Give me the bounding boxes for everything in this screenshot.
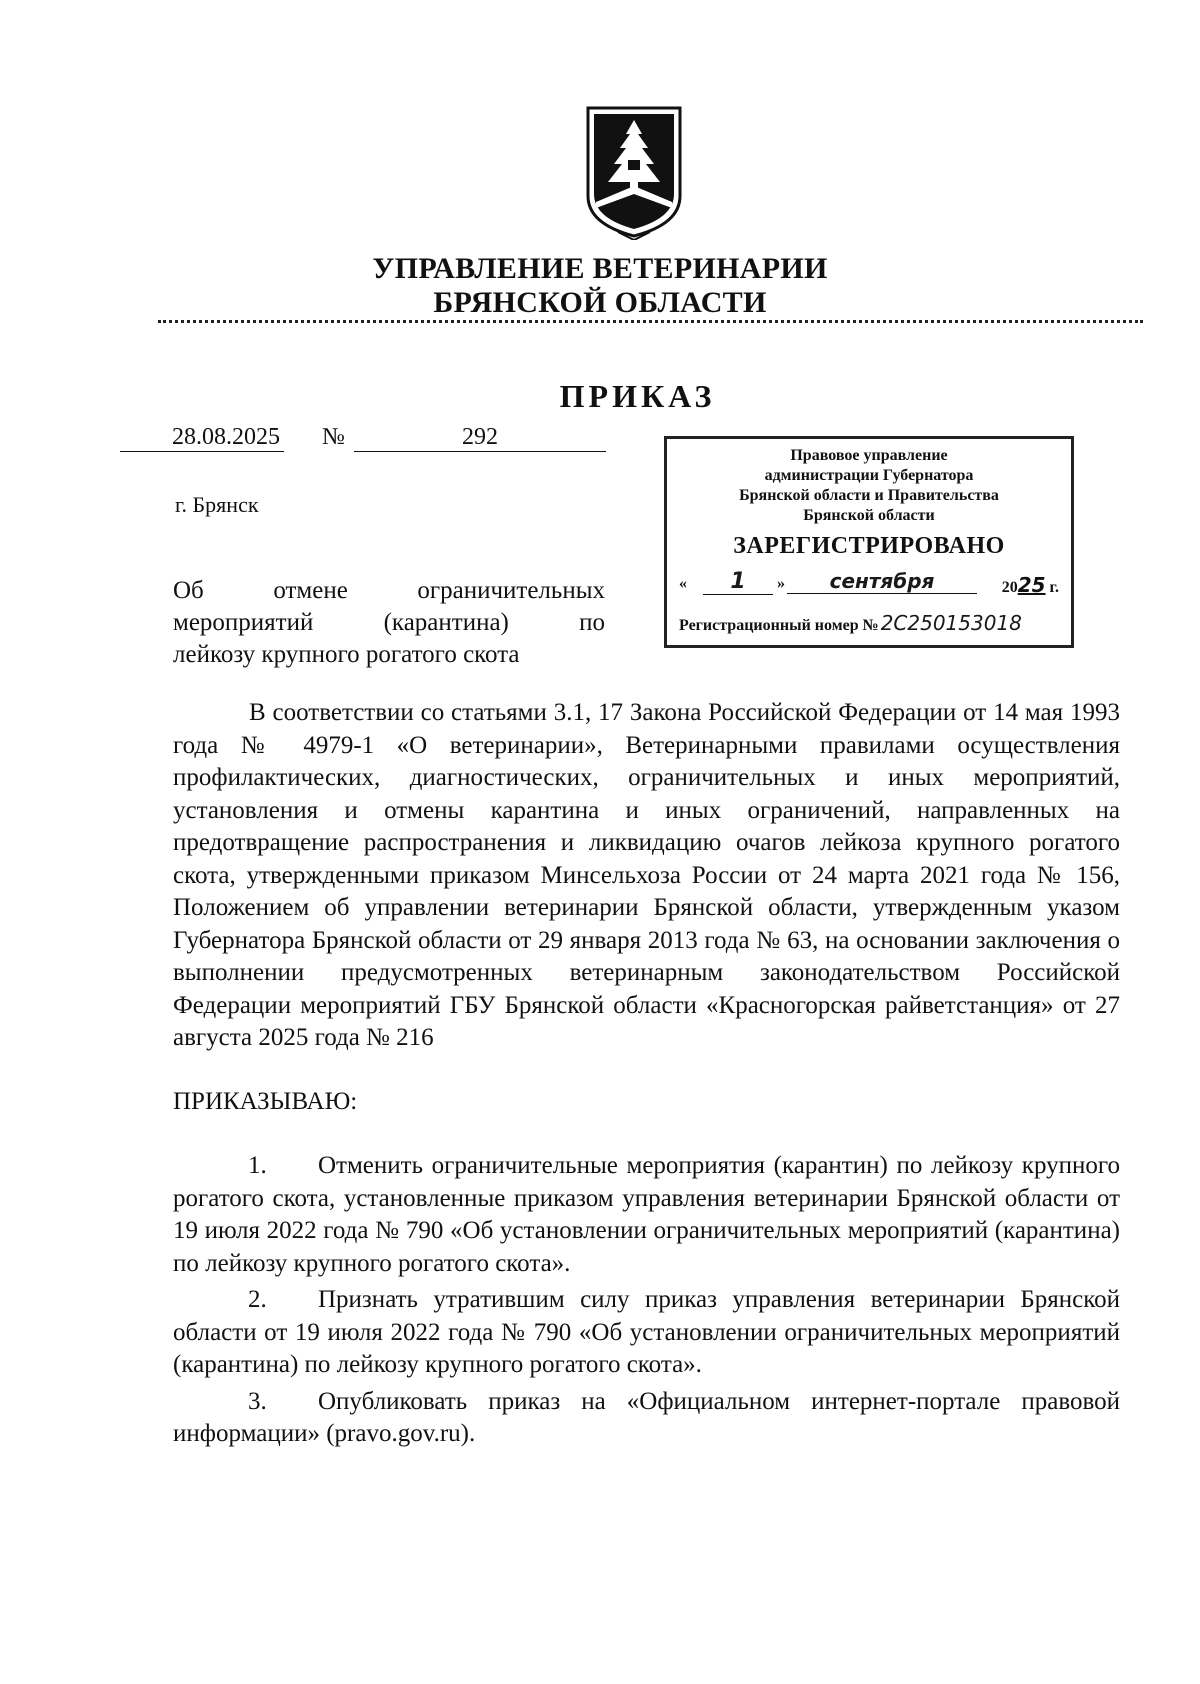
- document-title: ПРИКАЗ: [559, 378, 716, 414]
- stamp-close-quote: »: [777, 575, 785, 592]
- stamp-registered-label: ЗАРЕГИСТРИРОВАНО: [733, 533, 1005, 559]
- header-divider: [158, 320, 1143, 323]
- order-item: [173, 1386, 1120, 1451]
- order-word: ПРИКАЗЫВАЮ:: [173, 1088, 358, 1115]
- basis-paragraph: В соответствии со статьями 3.1, 17 Закона Российской Федерации от 14 мая 1993 года № 4979-1 «О ветеринарии», Ветеринарными правилами осуществления профилактических, диагностических, ограничительных и иных мероприятий, установления и отмены карантина и иных ограничений, направленных на предотвращение распространения и ликвидацию очагов лейкоза крупного рогатого скота, утвержденными приказом Минсельхоза России от 24 марта 2021 года № 156, Положением об управлении ветеринарии Брянской области, утвержденным указом Губернатора Брянской области от 29 января 2013 года № 63, на основании заключения о выполнении предусмотренных ветеринарным законодательством Российской Федерации мероприятий ГБУ Брянской области «Красногорская райветстанция» от 27 августа 2025 года № 216: [173, 699, 1120, 1051]
- stamp-year-suffix: 25: [1017, 573, 1046, 597]
- organization-name-line2: БРЯНСКОЙ ОБЛАСТИ: [433, 286, 767, 319]
- document-date: 28.08.2025: [120, 424, 284, 452]
- stamp-day: 1: [703, 569, 773, 595]
- item-text: Признать утратившим силу приказ управления ветеринарии Брянской области от 19 июля 2022 года № 790 «Об установлении ограничительных мероприятий (карантина) по лейкозу крупного рогатого скота».: [173, 1286, 1120, 1378]
- stamp-year-prefix: 20: [1001, 579, 1018, 596]
- order-item: [173, 1150, 1120, 1280]
- stamp-line: Правовое управление: [790, 447, 948, 464]
- coat-of-arms-emblem: [582, 104, 686, 240]
- subject-line: Об отмене ограничительных: [173, 577, 605, 604]
- stamp-open-quote: «: [679, 575, 687, 592]
- document-city: г. Брянск: [175, 492, 259, 517]
- stamp-regnum: 2С250153018: [880, 611, 1022, 635]
- registration-stamp: [664, 436, 1074, 648]
- stamp-year: [979, 573, 1059, 597]
- item-number: 3.: [248, 1387, 267, 1415]
- document-subject: [173, 575, 605, 671]
- subject-line: мероприятий (карантина) по: [173, 609, 605, 636]
- stamp-line: Брянской области: [803, 507, 935, 524]
- order-item: [173, 1284, 1120, 1382]
- stamp-line: Брянской области и Правительства: [739, 487, 999, 504]
- item-text: Отменить ограничительные мероприятия (карантин) по лейкозу крупного рогатого скота, установленные приказом управления ветеринарии Брянской области от 19 июля 2022 года № 790 «Об установлении ограничительных мероприятий (карантина) по лейкозу крупного рогатого скота».: [173, 1152, 1120, 1277]
- stamp-year-end: г.: [1049, 579, 1059, 596]
- item-number: 2.: [248, 1286, 267, 1313]
- number-sign: №: [322, 424, 345, 450]
- stamp-regnum-label: Регистрационный номер №: [679, 617, 879, 634]
- stamp-line: администрации Губернатора: [764, 467, 974, 484]
- subject-line: лейкозу крупного рогатого скота: [173, 641, 520, 668]
- stamp-month: сентября: [787, 569, 977, 594]
- item-text: Опубликовать приказ на «Официальном интернет-портале правовой информации» (pravo.gov.ru).: [173, 1387, 1120, 1447]
- stamp-date-row: [679, 569, 1065, 603]
- stamp-regnum-row: [679, 611, 1065, 635]
- organization-name-line1: УПРАВЛЕНИЕ ВЕТЕРИНАРИИ: [372, 252, 828, 285]
- item-number: 1.: [248, 1152, 267, 1179]
- order-items: [173, 1150, 1120, 1455]
- document-number: 292: [354, 424, 606, 452]
